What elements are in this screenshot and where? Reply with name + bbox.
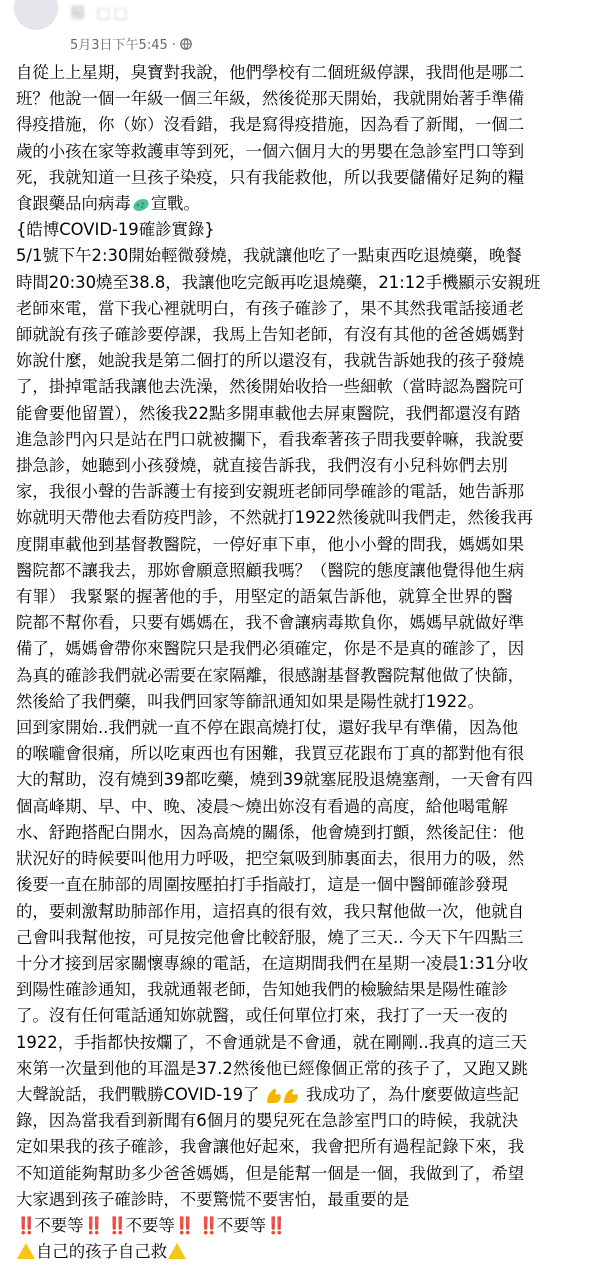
double-exclamation-icon: ‼️ [16, 1215, 35, 1235]
post-line-part: 宣戰。 [150, 194, 200, 214]
post-line: 然後給了我們藥，叫我們回家等篩訊通知如果是陽性就打1922。 [16, 691, 484, 711]
post-line: 妳就明天帶他去看防疫門診，不然就打1922然後就叫我們走，然後我再 [16, 508, 534, 528]
double-exclamation-icon: ‼️ [83, 1215, 103, 1235]
flexed-biceps-icon [265, 1085, 301, 1105]
post-line: 為真的確診我們就必需要在家隔離，很感謝基督教醫院幫他做了快篩， [16, 665, 525, 685]
post-line-part: 食跟藥品向病毒 [16, 194, 131, 214]
double-exclamation-icon: ‼️ [107, 1215, 126, 1235]
post-line: 大的幫助，沒有燒到39都吃藥，燒到39就塞屁股退燒塞劑，一天會有四 [16, 770, 534, 790]
post-line: 狀況好的時候要叫他用力呼吸，把空氣吸到肺裏面去，很用力的吸，然 [16, 849, 525, 869]
warning-icon [17, 1243, 35, 1259]
post-line: 了。沒有任何電話通知妳就醫，或任何單位打來，我打了一天一夜的 [16, 1006, 508, 1026]
post-line: 1922，手指都快按爛了，不會通就是不會通，就在剛剛..我真的這三天 [16, 1032, 528, 1052]
microbe-icon [131, 196, 151, 214]
post-line: 的，要刺激幫助肺部作用，這招真的很有效，我只幫他做一次，他就自 [16, 901, 525, 921]
post-line: 進急診門內只是站在門口就被攔下，看我牽著孩子問我要幹嘛，我說要 [16, 429, 525, 449]
post-line: 錄，因為當我看到新聞有6個月的嬰兒死在急診室門口的時候，我就決 [16, 1111, 519, 1131]
post-body [16, 60, 584, 1265]
post-timestamp[interactable]: 5月3日下午5:45 · [70, 38, 176, 53]
post-line: 歲的小孩在家等救護車等到死，一個六個月大的男嬰在急診室門口等到 [16, 141, 525, 161]
author-name[interactable]: 楊 □□ [70, 4, 131, 22]
post-line: 度開車載他到基督教醫院，一停好車下車，他小小聲的問我，媽媽如果 [16, 534, 525, 554]
double-exclamation-icon: ‼️ [198, 1215, 217, 1235]
post-header [0, 0, 600, 58]
post-line: 備了，媽媽會帶你來醫院只是我們必須確定，你是不是真的確診了，因 [16, 639, 525, 659]
post-line: {皓博COVID-19確診實錄} [16, 220, 215, 240]
post-line: 到陽性確診通知，我就通報老師，告知她我們的檢驗結果是陽性確診 [16, 980, 508, 1000]
post-line: 十分才接到居家關懷專線的電話，在這期間我們在星期一凌晨1:31分收 [16, 953, 529, 973]
post-line: 有罪） 我緊緊的握著他的手，用堅定的語氣告訴他，就算全世界的醫 [16, 587, 513, 607]
post-line [16, 191, 584, 217]
post-line: 了，掛掉電話我讓他去洗澡，然後開始收拾一些細軟（當時認為醫院可 [16, 377, 525, 397]
post-line [16, 1082, 584, 1108]
post-line-part: 自己的孩子自己救 [36, 1242, 168, 1262]
post-line-part: 不要等 [125, 1215, 175, 1235]
warning-icon [168, 1243, 186, 1259]
post-line: 醫院都不讓我去，那妳會願意照顧我嗎？（醫院的態度讓他覺得他生病 [16, 560, 525, 580]
post-line: 後要一直在肺部的周圍按壓拍打手指敲打，這是一個中醫師確診發現 [16, 875, 508, 895]
post-line: 師就說有孩子確診要停課，我馬上告知老師，有沒有其他的爸爸媽媽對 [16, 325, 525, 345]
post-line: 能會要他留置），然後我22點多開車載他去屏東醫院，我們都還沒有踏 [16, 403, 521, 423]
post-line: 老師來電，當下我心裡就明白，有孩子確診了，果不其然我電話接通老 [16, 298, 525, 318]
post-line: 個高峰期、早、中、晚、凌晨～燒出妳沒有看過的高度，給他喝電解 [16, 796, 508, 816]
post-line: 妳說什麼，她說我是第二個打的所以還沒有，我就告訴她我的孩子發燒 [16, 351, 525, 371]
post-line [16, 1239, 584, 1265]
post-line: 大家遇到孩子確診時，不要驚慌不要害怕，最重要的是 [16, 1189, 410, 1209]
post-line-part: 大聲說話，我們戰勝COVID-19了 [16, 1084, 260, 1104]
post-line: 5/1號下午2:30開始輕微發燒，我就讓他吃了一點東西吃退燒藥，晚餐 [16, 246, 522, 266]
post-line: 己會叫我幫他按，可見按完他會比較舒服，燒了三天.. 今天下午四點三 [16, 927, 524, 947]
post-line: 來第一次量到他的耳溫是37.2然後他已經像個正常的孩子了，又跑又跳 [16, 1058, 528, 1078]
post-line: 時間20:30燒至38.8，我讓他吃完飯再吃退燒藥，21:12手機顯示安親班 [16, 272, 541, 292]
avatar[interactable] [14, 0, 58, 30]
post-line: 家，我很小聲的告訴護士有接到安親班老師同學確診的電話，她告訴那 [16, 482, 525, 502]
globe-icon [180, 38, 192, 50]
post-line: 院都不幫你看，只要有媽媽在，我不會讓病毒欺負你，媽媽早就做好準 [16, 613, 525, 633]
post-line [16, 1213, 584, 1239]
post-line-part: 不要等 [216, 1215, 267, 1235]
post-line-part: 我成功了，為什麼要做這些記 [305, 1084, 519, 1104]
double-exclamation-icon: ‼️ [174, 1215, 194, 1235]
post-line: 的喉嚨會很痛，所以吃東西也有困難，我買豆花跟布丁真的都對他有很 [16, 744, 525, 764]
post-line: 水、舒跑搭配白開水，因為高燒的關係，他會燒到打顫，然後記住：他 [16, 822, 525, 842]
post-line: 定如果我的孩子確診，我會讓他好起來，我會把所有過程記錄下來，我 [16, 1137, 525, 1157]
post-line-part: 不要等 [34, 1215, 84, 1235]
post-meta [70, 34, 192, 53]
post-line: 自從上上星期，臭寶對我說，他們學校有二個班級停課，我問他是哪二 [16, 63, 525, 82]
post-line: 不知道能夠幫助多少爸爸媽媽，但是能幫一個是一個，我做到了，希望 [16, 1163, 525, 1183]
post-line: 死，我就知道一旦孩子染疫，只有我能救他，所以我要儲備好足夠的糧 [16, 167, 525, 187]
post-line: 得疫措施，你（妳）沒看錯，我是寫得疫措施，因為看了新聞，一個二 [16, 115, 525, 135]
double-exclamation-icon: ‼️ [266, 1215, 285, 1235]
post-line: 掛急診，她聽到小孩發燒，就直接告訴我，我們沒有小兒科妳們去別 [16, 456, 508, 476]
post-line: 回到家開始..我們就一直不停在跟高燒打仗，還好我早有準備，因為他 [16, 718, 519, 738]
post-line: 班？他說一個一年級一個三年級，然後從那天開始，我就開始著手準備 [16, 89, 525, 109]
